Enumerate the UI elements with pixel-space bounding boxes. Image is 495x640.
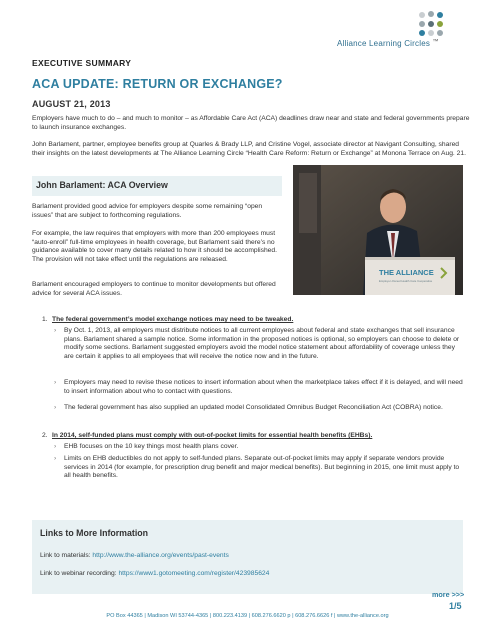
- circles-logo-icon: [417, 10, 445, 38]
- section-title: John Barlament: ACA Overview: [36, 180, 168, 190]
- list-heading-1: The federal government’s model exchange notices may need to be tweaked.: [52, 316, 294, 323]
- links-title: Links to More Information: [40, 528, 149, 538]
- intro-paragraph-2: John Barlament, partner, employee benefits group at Quarles & Brady LLP, and Cristine Vogel, associate director at Navigant Consulting, shared their insights on the latest developments at The Alliance Learning Circle “Health Care Reform: Return or Exchange” at Monona Terrace on Aug. 21.: [32, 141, 466, 157]
- page-number: 1/5: [449, 601, 462, 611]
- webinar-link[interactable]: https://www1.gotomeeting.com/register/423985624: [118, 570, 270, 577]
- list-number: 2.: [42, 432, 48, 439]
- alliance-learning-circles-logo: [337, 10, 487, 48]
- section-paragraph-1: Barlament provided good advice for employers despite some remaining “open issues” that are subject to forthcoming regulations.: [32, 203, 263, 219]
- materials-link-line: Link to materials: http://www.the-alliance.org/events/past-events: [40, 552, 229, 559]
- intro-paragraph-1: Employers have much to do – and much to monitor – as Affordable Care Act (ACA) deadlines draw near and state and federal governments prepare to launch insurance exchanges.: [32, 115, 470, 131]
- chevron-right-icon: ›: [54, 327, 57, 334]
- list-heading-2: In 2014, self-funded plans must comply with out-of-pocket limits for essential health benefits (EHBs).: [52, 432, 373, 439]
- links-box: [32, 520, 463, 594]
- speaker-photo-illustration: [293, 165, 463, 295]
- chevron-right-icon: ›: [54, 443, 57, 450]
- section-paragraph-2: For example, the law requires that employers with more than 200 employees must “auto-enroll” full-time employees in health coverage, but Barlament said there’s no guidance available to cover many details related to how it should be accomplished. The provision will not take effect until the regulations are released.: [32, 230, 277, 263]
- section-paragraph-3: Barlament encouraged employers to continue to monitor developments but offered advice for several ACA issues.: [32, 281, 276, 297]
- chevron-right-icon: ›: [54, 379, 57, 386]
- podium-sign-subtitle: Employer-Owned Health Care Cooperative: [379, 279, 433, 283]
- footer-contact: PO Box 44365 | Madison WI 53744-4365 | 800.223.4139 | 608.276.6620 p | 608.276.6626 f | www.the-alliance.org: [106, 613, 389, 619]
- page-title: ACA UPDATE: RETURN OR EXCHANGE?: [32, 77, 283, 91]
- more-link[interactable]: more >>>: [432, 590, 465, 599]
- webinar-link-line: Link to webinar recording: https://www1.gotomeeting.com/register/423985624: [40, 570, 270, 577]
- section-heading-box: [32, 176, 282, 196]
- materials-link[interactable]: http://www.the-alliance.org/events/past-events: [92, 552, 229, 559]
- speaker-photo: [293, 165, 463, 295]
- podium-sign-title: THE ALLIANCE: [379, 268, 434, 277]
- chevron-right-icon: ›: [54, 455, 57, 462]
- logo-wordmark: Alliance Learning Circles ™: [337, 39, 439, 48]
- list-number: 1.: [42, 316, 48, 323]
- chevron-right-icon: ›: [54, 404, 57, 411]
- event-date: AUGUST 21, 2013: [32, 99, 111, 109]
- executive-summary-label: EXECUTIVE SUMMARY: [32, 58, 132, 68]
